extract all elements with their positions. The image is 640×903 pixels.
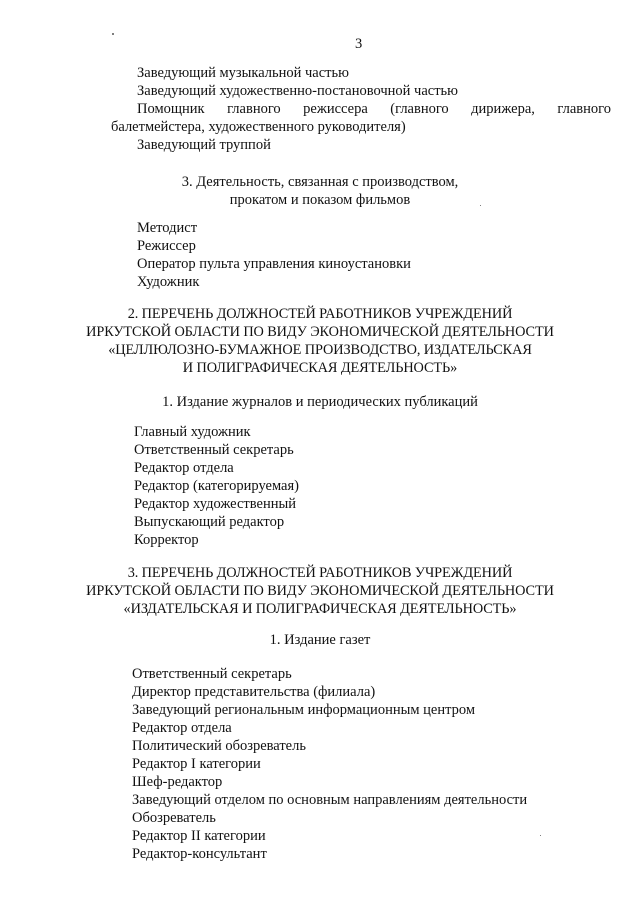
list-item: Редактор художественный (134, 496, 296, 512)
list-item: Редактор отдела (134, 460, 234, 476)
section-title: ИРКУТСКОЙ ОБЛАСТИ ПО ВИДУ ЭКОНОМИЧЕСКОЙ ДЕЯТЕЛЬНОСТИ (86, 583, 554, 599)
list-item: Редактор I категории (132, 756, 261, 772)
word: главного (227, 101, 281, 117)
list-item: Редактор-консультант (132, 846, 267, 862)
list-item: Художник (137, 274, 200, 290)
section-title: 2. ПЕРЕЧЕНЬ ДОЛЖНОСТЕЙ РАБОТНИКОВ УЧРЕЖДЕНИЙ (127, 306, 513, 322)
list-item: Заведующий художественно-постановочной частью (137, 83, 458, 99)
list-item: Оператор пульта управления киноустановки (137, 256, 411, 272)
list-item: Выпускающий редактор (134, 514, 285, 530)
page-number: 3 (355, 36, 363, 52)
word: главного (557, 101, 611, 117)
subsection-heading: 1. Издание газет (269, 632, 371, 648)
list-item: Заведующий музыкальной частью (137, 65, 349, 81)
list-item: Политический обозреватель (132, 738, 306, 754)
list-item: Обозреватель (132, 810, 216, 826)
list-item: Заведующий отделом по основным направлениям деятельности (132, 792, 528, 808)
section-title: «ИЗДАТЕЛЬСКАЯ И ПОЛИГРАФИЧЕСКАЯ ДЕЯТЕЛЬНОСТЬ» (123, 601, 517, 617)
list-item: Заведующий труппой (137, 137, 271, 153)
section-title: «ЦЕЛЛЮЛОЗНО-БУМАЖНОЕ ПРОИЗВОДСТВО, ИЗДАТЕЛЬСКАЯ (108, 342, 532, 358)
subsection-heading: 1. Издание журналов и периодических публикаций (162, 394, 478, 410)
section-heading: прокатом и показом фильмов (229, 192, 411, 208)
list-item: Шеф-редактор (132, 774, 223, 790)
word: Помощник (137, 101, 205, 117)
scan-speck (540, 835, 541, 836)
word: (главного (390, 101, 449, 117)
section-title: 3. ПЕРЕЧЕНЬ ДОЛЖНОСТЕЙ РАБОТНИКОВ УЧРЕЖДЕНИЙ (127, 565, 513, 581)
word: дирижера, (471, 101, 535, 117)
list-item: Корректор (134, 532, 199, 548)
scan-speck (112, 33, 114, 35)
list-item: Ответственный секретарь (132, 666, 292, 682)
assistant-line-continuation: балетмейстера, художественного руководителя) (111, 119, 406, 135)
assistant-line (137, 100, 611, 118)
list-item: Ответственный секретарь (134, 442, 294, 458)
list-item: Редактор II категории (132, 828, 266, 844)
list-item: Директор представительства (филиала) (132, 684, 376, 700)
list-item: Заведующий региональным информационным центром (132, 702, 476, 718)
section-title: И ПОЛИГРАФИЧЕСКАЯ ДЕЯТЕЛЬНОСТЬ» (182, 360, 458, 376)
list-item: Редактор отдела (132, 720, 232, 736)
word: режиссера (303, 101, 368, 117)
list-item: Редактор (категорируемая) (134, 478, 299, 494)
list-item: Режиссер (137, 238, 196, 254)
list-item: Методист (137, 220, 198, 236)
scan-speck (480, 205, 481, 206)
section-title: ИРКУТСКОЙ ОБЛАСТИ ПО ВИДУ ЭКОНОМИЧЕСКОЙ ДЕЯТЕЛЬНОСТИ (86, 324, 554, 340)
section-heading: 3. Деятельность, связанная с производством, (181, 174, 459, 190)
list-item: Главный художник (134, 424, 251, 440)
